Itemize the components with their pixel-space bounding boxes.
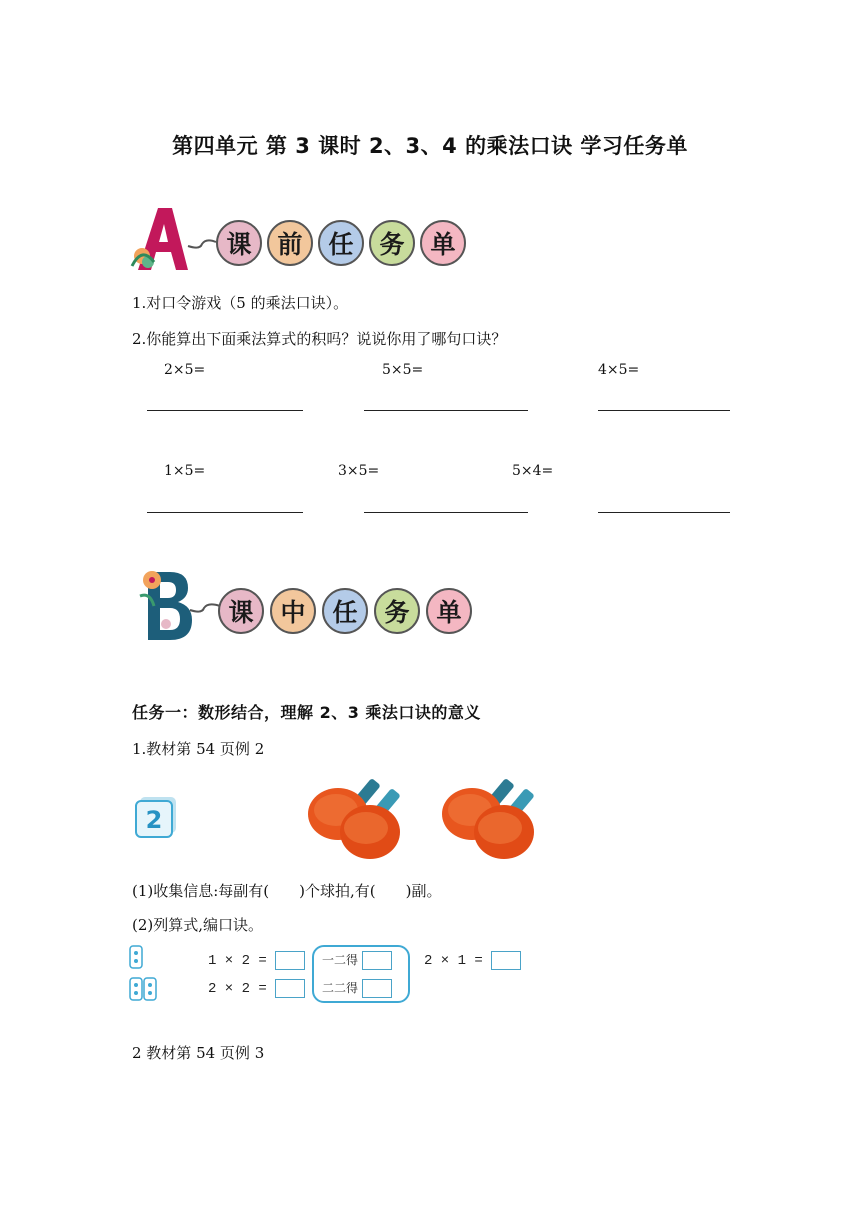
- banner-b-bubble-5: 单: [426, 588, 472, 634]
- page-title: 第四单元 第 3 课时 2、3、4 的乘法口诀 学习任务单: [172, 134, 688, 158]
- equation-1x2-row: 1 × 2 =: [208, 951, 305, 970]
- question-1: 1.对口令游戏（5 的乘法口诀）。: [132, 294, 349, 312]
- equation-2x5: 2×5=: [164, 362, 206, 378]
- ping-pong-paddles-pair-2: [436, 776, 546, 862]
- task-one-heading: 任务一：数形结合，理解 2、3 乘法口诀的意义: [132, 703, 481, 722]
- example-number-badge: [134, 795, 180, 839]
- answer-box-rhyme-1[interactable]: [362, 951, 392, 970]
- answer-box-1x2[interactable]: [275, 951, 305, 970]
- banner-a-bubble-4: 务: [369, 220, 415, 266]
- ping-pong-paddles-pair-1: [302, 776, 412, 862]
- rhyme-row-1: 一二得: [322, 951, 392, 970]
- banner-in-class-tasks: [132, 566, 492, 646]
- equation-2x2-row: 2 × 2 =: [208, 979, 305, 998]
- dot-cards-icon: [128, 944, 160, 1004]
- equation-5x4: 5×4=: [512, 463, 554, 479]
- equation-1x5: 1×5=: [164, 463, 206, 479]
- letter-b-flower-icon: [132, 566, 232, 646]
- equation-3x5: 3×5=: [338, 463, 380, 479]
- answer-box-2x1[interactable]: [491, 951, 521, 970]
- collect-info-question: (1)收集信息:每副有( )个球拍,有( )副。: [132, 882, 442, 900]
- banner-a-bubble-1: 课: [216, 220, 262, 266]
- textbook-example-2: 1.教材第 54 页例 2: [132, 740, 265, 758]
- answer-line-5[interactable]: [364, 512, 528, 513]
- banner-b-bubble-1: 课: [218, 588, 264, 634]
- write-equation-instruction: (2)列算式,编口诀。: [132, 916, 264, 934]
- banner-a-bubble-5: 单: [420, 220, 466, 266]
- answer-box-2x2[interactable]: [275, 979, 305, 998]
- equation-4x5: 4×5=: [598, 362, 640, 378]
- rhyme-row-2: 二二得: [322, 979, 392, 998]
- banner-b-bubble-4: 务: [374, 588, 420, 634]
- banner-pre-class-tasks: [128, 204, 488, 284]
- equation-2x1-row: 2 × 1 =: [424, 951, 521, 970]
- textbook-example-3: 2 教材第 54 页例 3: [132, 1044, 265, 1062]
- answer-line-6[interactable]: [598, 512, 730, 513]
- letter-a-flower-icon: [128, 204, 228, 276]
- banner-a-bubble-2: 前: [267, 220, 313, 266]
- example-number-text: 2: [145, 806, 163, 834]
- banner-b-bubble-3: 任: [322, 588, 368, 634]
- equation-5x5: 5×5=: [382, 362, 424, 378]
- answer-box-rhyme-2[interactable]: [362, 979, 392, 998]
- answer-line-4[interactable]: [147, 512, 303, 513]
- question-2: 2.你能算出下面乘法算式的积吗？说说你用了哪句口诀？: [132, 330, 507, 348]
- banner-a-bubble-3: 任: [318, 220, 364, 266]
- answer-line-3[interactable]: [598, 410, 730, 411]
- answer-line-2[interactable]: [364, 410, 528, 411]
- answer-line-1[interactable]: [147, 410, 303, 411]
- banner-b-bubble-2: 中: [270, 588, 316, 634]
